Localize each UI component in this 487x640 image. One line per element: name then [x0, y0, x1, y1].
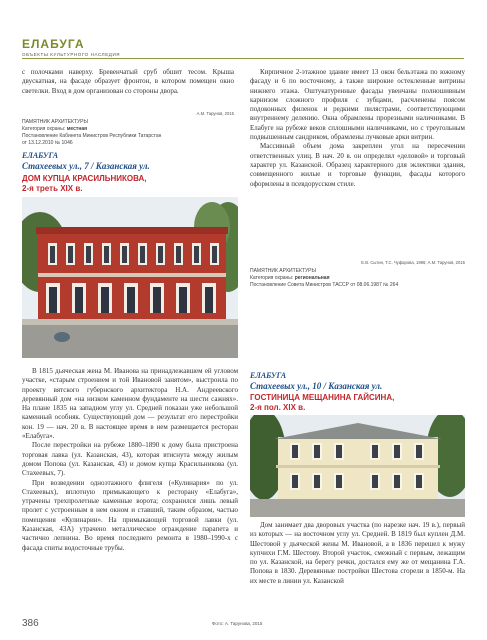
right-description [250, 68, 465, 189]
category-value: местная [66, 126, 88, 132]
section-subtitle: ОБЪЕКТЫ КУЛЬТУРНОГО НАСЛЕДИЯ [22, 52, 121, 57]
object-location-right [250, 370, 465, 392]
object-location-left [22, 150, 237, 172]
author-credit-left: А.М. Тарунов, 2015 [196, 111, 234, 116]
intro-paragraph [22, 68, 234, 96]
monument-type: ПАМЯТНИК АРХИТЕКТУРЫ [250, 268, 316, 274]
bottom-right-text [250, 521, 465, 586]
bottom-right-paragraph: Дом занимает два дворовых участка (по нарезке нач. 19 в.), первый из которых — на восточном углу ул. Средней. В 1819 был куплен Д.М. Шестовой у дьяческой жены М. Ивановой, а в 1836 перешел к мужу купчихи Г.М. Шестову. Второй участок, смежный с первым, лежащим по ул. Казанской, на берегу речки, достался ему же от мещанина Г.А. Попова в 1830. Деревянные постройки Шестова сгорели в 1850-м. На их месте в линии ул. Казанской [250, 521, 465, 585]
monument-category [250, 275, 465, 282]
monument-info-right [250, 268, 465, 289]
category-label: Категория охраны: [250, 275, 294, 281]
object-title: ГОСТИНИЦА МЕЩАНИНА ГАЙСИНА, [250, 393, 395, 402]
section-title: ЕЛАБУГА [22, 37, 85, 51]
page-number: 386 [22, 618, 39, 629]
category-value: региональная [294, 275, 330, 281]
city-name: ЕЛАБУГА [22, 151, 59, 160]
city-name: ЕЛАБУГА [250, 371, 287, 380]
monument-info-left [22, 119, 237, 147]
bottom-left-paragraph-1: В 1815 дьяческая жена М. Иванова на принадлежавшем ей угловом участке, «старым строением и той Ивановой занятом», выстроила по проекту вятского губернского архитектора Н.А. Андреевского деревянный дом «на низком каменном фундаменте на шести сажнях». На плане 1835 на западном углу ул. Средней показан уже небольшой каменный особняк. Существующий дом — результат его перестройки кон. 19 — нач. 20 в. В настоящее время в нем размещается ресторан «Елабуга». [22, 367, 238, 441]
object-heading-left [22, 174, 237, 193]
photo-gaysin-hotel [250, 415, 465, 517]
bottom-left-text [22, 367, 238, 553]
monument-type: ПАМЯТНИК АРХИТЕКТУРЫ [22, 119, 88, 125]
hotel-photo-graphic [250, 415, 465, 517]
monument-decree: Постановление Совета Министров ТАССР от 08.06.1987 № 264 [250, 282, 399, 288]
building-photo-graphic [22, 197, 238, 358]
monument-decree-date: от 13.12.2010 № 1046 [22, 140, 73, 146]
bottom-left-paragraph-3: При возведении одноэтажного флигеля («Кулинария» по ул. Стахеевых), вплотную примыкающего к ресторану «Елабуга», утрачены трехпролетные каменные ворота; сохранился лишь левый пролет с устроенным в нем окном и ставший, таким образом, частью помещения «Кулинарии». На примыкающей торговой лавки (ул. Казанская, 43А) утрачено металлическое ограждение парапета и частично лепнина. Во время последнего ремонта в 1980–1990-х с фасада спиты водосточные трубы. [22, 478, 238, 552]
right-paragraph-1: Кирпичное 2-этажное здание имеет 13 окон бельэтажа по южному фасаду и 6 по восточному, а также широкие остекленные витрины нижнего этажа. Оштукатуренные фасады увенчаны полношивным карнизом сложного профиля с зубцами, расчленены поясом подоконных филенок и редкими пилястрами, соответствующими внутреннему делению. Окна обрамлены прорезными наличниками. В Елабуге на рубеже веков сплошными наличниками, но с треугольным подвышенным сандриком, обрамлены лучковые арки витрин. [250, 68, 465, 142]
header-divider [22, 58, 464, 59]
category-label: Категория охраны: [22, 126, 66, 132]
object-date: 2-я пол. XIX в. [250, 402, 306, 412]
bottom-left-paragraph-2: После перестройки на рубеже 1880–1890 к дому была пристроена торговая лавка (ул. Казанская, 43), которая втиснута между жилым домом Попова (ул. Казанская, 43) и домом купца Красильникова (ул. Стахеевых, 7). [22, 441, 238, 478]
monument-category [22, 126, 237, 133]
object-date: 2-я треть XIX в. [22, 183, 83, 193]
object-title: ДОМ КУПЦА КРАСИЛЬНИКОВА, [22, 174, 147, 183]
object-address: Стахеевых ул., 7 / Казанская ул. [22, 161, 150, 171]
photo-krasilnikov-house [22, 197, 238, 358]
monument-decree: Постановление Кабинета Министров Республики Татарстан [22, 133, 162, 139]
photo-credit: Фото: А. Тарунова, 2015 [212, 621, 263, 626]
right-paragraph-2: Массивный объем дома закреплен угол на пересечении ответственных улиц. В нач. 20 в. он определял «деловой» и торговый характер ул. Казанской. Образец характерного для эклектики здания, совмещенного жилые и торговые функции, фасады которого оформлены в псевдорусском стиле. [250, 142, 465, 188]
object-heading-right [250, 393, 465, 412]
object-address: Стахеевых ул., 10 / Казанская ул. [250, 381, 383, 391]
intro-text: с полочками наверху. Бревенчатый сруб обшит тесом. Крыша двускатная, на фасаде образует фронтон, в котором помещен окно светелки. Вход в дом организован со стороны двора. [22, 68, 234, 95]
author-credit-right: Е.В. Сытин, Т.С. Чуфарова, 1996; А.М. Тарунов, 2015 [361, 260, 465, 265]
